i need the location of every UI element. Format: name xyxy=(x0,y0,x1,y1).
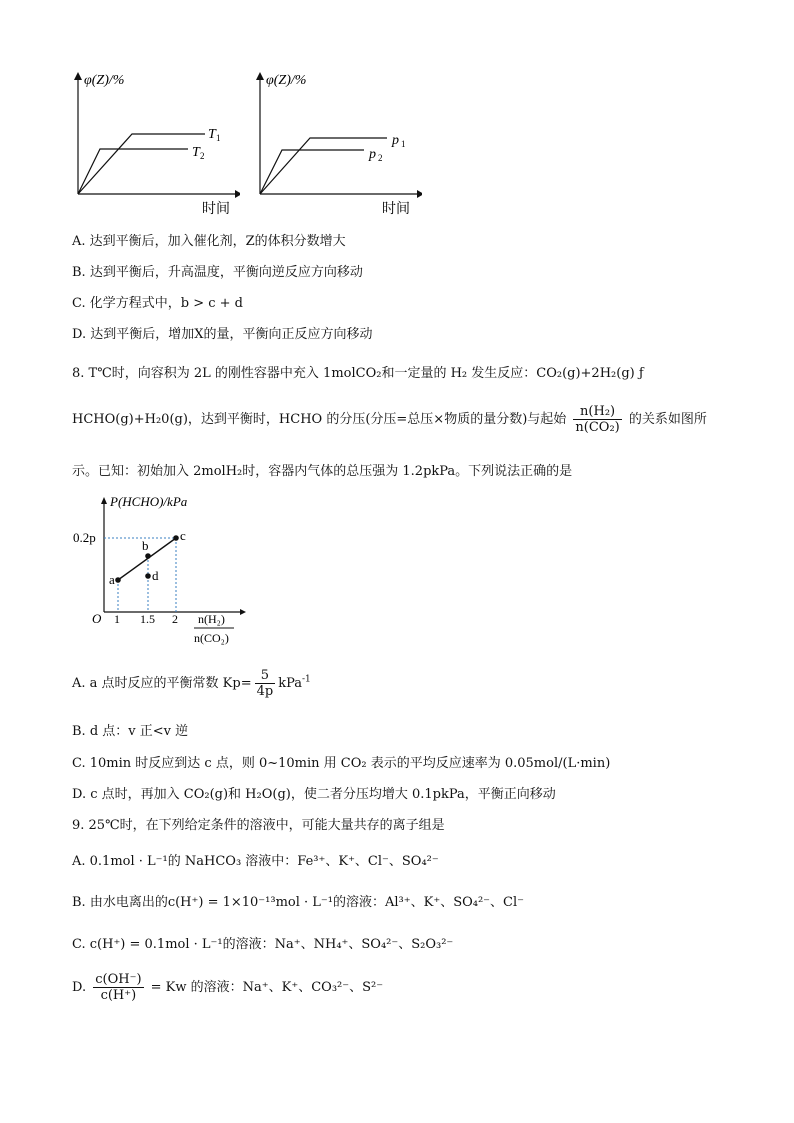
t1-curve xyxy=(78,134,205,194)
q9-stem: 9. 25℃时，在下列给定条件的溶液中，可能大量共存的离子组是 xyxy=(72,818,445,833)
point-d-label: d xyxy=(152,568,159,583)
q8-option-c: C. 10min 时反应到达 c 点，则 0~10min 用 CO₂ 表示的平均反应速率为 0.05mol/(L·min) xyxy=(72,756,611,771)
q8-option-a-pre: A. a 点时反应的平衡常数 Kp= xyxy=(72,676,252,691)
origin-label: O xyxy=(92,611,102,626)
q7-option-d: D. 达到平衡后，增加X的量，平衡向正反应方向移动 xyxy=(72,327,373,342)
point-a-label: a xyxy=(109,572,115,587)
q7-option-c: C. 化学方程式中，b > c + d xyxy=(72,296,243,311)
t1-label: T xyxy=(208,127,216,142)
q9-option-d-num: c(OH⁻) xyxy=(95,972,142,987)
x-tick-1: 1 xyxy=(114,612,120,626)
t1-sub: 1 xyxy=(216,133,221,143)
p2-sub: 2 xyxy=(378,153,383,163)
y-label: P(HCHO)/kPa xyxy=(110,494,188,509)
t2-curve xyxy=(78,149,188,194)
y-axis-arrow xyxy=(101,497,107,504)
q8-option-a-exp: -1 xyxy=(302,674,311,685)
x-axis-arrow xyxy=(235,190,240,198)
q8-fraction-num: n(H₂) xyxy=(573,404,621,420)
x-axis-arrow xyxy=(417,190,422,198)
q9-option-d-den: c(H⁺) xyxy=(100,988,137,1003)
q7-option-b: B. 达到平衡后，升高温度，平衡向逆反应方向移动 xyxy=(72,265,363,280)
q8-option-d: D. c 点时，再加入 CO₂(g)和 H₂O(g)，使二者分压均增大 0.1pkPa，平衡正向移动 xyxy=(72,787,556,802)
point-a xyxy=(115,577,121,583)
q7-left-graph xyxy=(60,68,240,220)
q8-fraction-den: n(CO₂) xyxy=(575,420,620,435)
q8-line-3: 示。已知：初始加入 2molH₂时，容器内气体的总压强为 1.2pkPa。下列说法正确的是 xyxy=(72,464,573,479)
q9-option-d-post: = Kw 的溶液：Na⁺、K⁺、CO₃²⁻、S²⁻ xyxy=(150,980,384,995)
q9-option-b: B. 由水电离出的c(H⁺) = 1×10⁻¹³mol · L⁻¹的溶液：Al³⁺、K⁺、SO₄²⁻、Cl⁻ xyxy=(72,895,525,910)
q7-right-graph xyxy=(242,68,422,220)
y-label: φ(Z)/% xyxy=(266,73,307,88)
q8-option-a xyxy=(72,668,311,699)
q9-option-d xyxy=(72,972,383,1003)
y-tick: 0.2p xyxy=(73,530,96,545)
p2-curve xyxy=(260,150,364,194)
point-c xyxy=(173,535,179,541)
q9-option-c: C. c(H⁺) = 0.1mol · L⁻¹的溶液：Na⁺、NH₄⁺、SO₄²⁻、S₂O₃²⁻ xyxy=(72,937,454,952)
q8-option-a-fraction xyxy=(255,668,276,699)
q9-option-d-label: D. xyxy=(72,980,87,995)
q8-fraction xyxy=(573,404,621,435)
x-axis-arrow xyxy=(240,609,246,615)
x-label-den: n(CO₂) xyxy=(194,631,229,645)
q8-chart xyxy=(70,492,250,652)
p1-sub: 1 xyxy=(401,139,406,149)
y-label: φ(Z)/% xyxy=(84,73,125,88)
q8-line-2-pre: HCHO(g)+H₂0(g)，达到平衡时，HCHO 的分压(分压=总压×物质的量分数)与起始 xyxy=(72,412,567,427)
q8-line-2 xyxy=(72,404,707,435)
point-c-label: c xyxy=(180,528,186,543)
q8-line-1: 8. T℃时，向容积为 2L 的刚性容器中充入 1molCO₂和一定量的 H₂ 发生反应：CO₂(g)+2H₂(g) ƒ xyxy=(72,366,644,381)
t2-label: T xyxy=(192,145,200,160)
x-label: 时间 xyxy=(202,202,230,217)
q8-option-b: B. d 点：v 正<v 逆 xyxy=(72,724,189,739)
t2-sub: 2 xyxy=(200,151,205,161)
x-label-num: n(H₂) xyxy=(198,612,225,626)
p1-curve xyxy=(260,138,387,194)
q8-option-a-num: 5 xyxy=(255,668,276,684)
p2-label: p xyxy=(369,147,376,162)
q8-line-2-post: 的关系如图所 xyxy=(628,412,707,427)
point-b xyxy=(145,553,151,559)
p1-label: p xyxy=(392,133,399,148)
q8-option-a-den: 4p xyxy=(256,684,274,699)
x-tick-1-5: 1.5 xyxy=(140,612,155,626)
x-tick-2: 2 xyxy=(172,612,178,626)
q7-option-a: A. 达到平衡后，加入催化剂，Z的体积分数增大 xyxy=(72,234,346,249)
point-b-label: b xyxy=(142,538,149,553)
q9-option-d-fraction xyxy=(93,972,143,1003)
y-axis-arrow xyxy=(256,72,264,80)
q8-option-a-unit: kPa xyxy=(278,676,302,691)
point-d xyxy=(145,573,151,579)
q9-option-a: A. 0.1mol · L⁻¹的 NaHCO₃ 溶液中：Fe³⁺、K⁺、Cl⁻、SO₄²⁻ xyxy=(72,854,439,869)
y-axis-arrow xyxy=(74,72,82,80)
x-label: 时间 xyxy=(382,202,410,217)
